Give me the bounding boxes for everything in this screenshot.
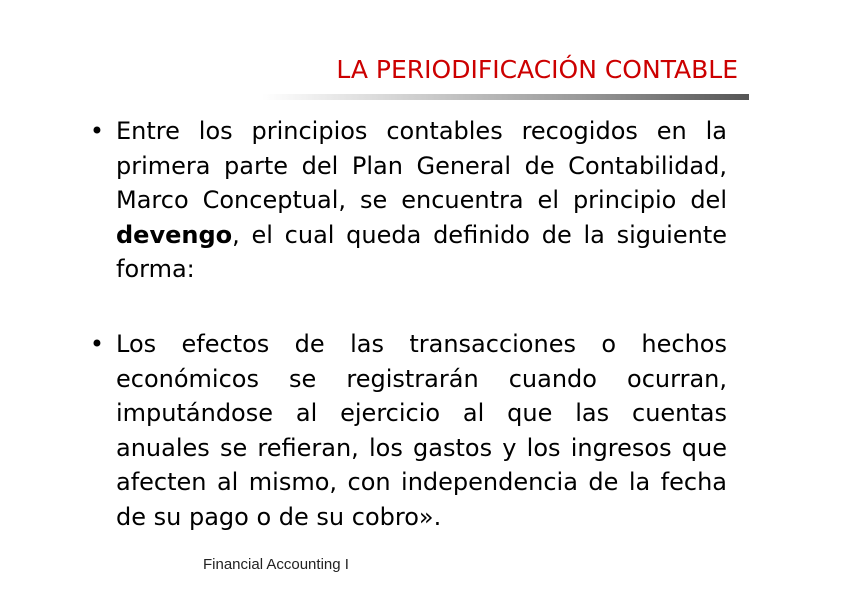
bullet-icon: • <box>89 330 105 358</box>
slide-title: LA PERIODIFICACIÓN CONTABLE <box>336 55 738 84</box>
bullet-item-devengo-intro <box>89 114 727 287</box>
footer-course-name: Financial Accounting I <box>203 556 349 573</box>
bullet-text: Los efectos de las transacciones o hechos económicos se registrarán cuando ocurran, imputándose al ejercicio al que las cuentas anuales se refieran, los gastos y los ingresos que afecten al mismo, con independencia de la fecha de su pago o de su cobro». <box>116 330 727 531</box>
bullet-icon: • <box>89 117 105 145</box>
bullet-item-devengo-definition <box>89 327 727 534</box>
title-underline <box>262 94 749 100</box>
bullet-text-start: Entre los principios contables recogidos en la primera parte del Plan General de Contabilidad, Marco Conceptual, se encuentra el principio del <box>116 117 727 214</box>
bullet-emphasis-devengo: devengo <box>116 220 233 249</box>
bullet-text-end: , el cual queda definido de la siguiente forma: <box>116 220 727 283</box>
